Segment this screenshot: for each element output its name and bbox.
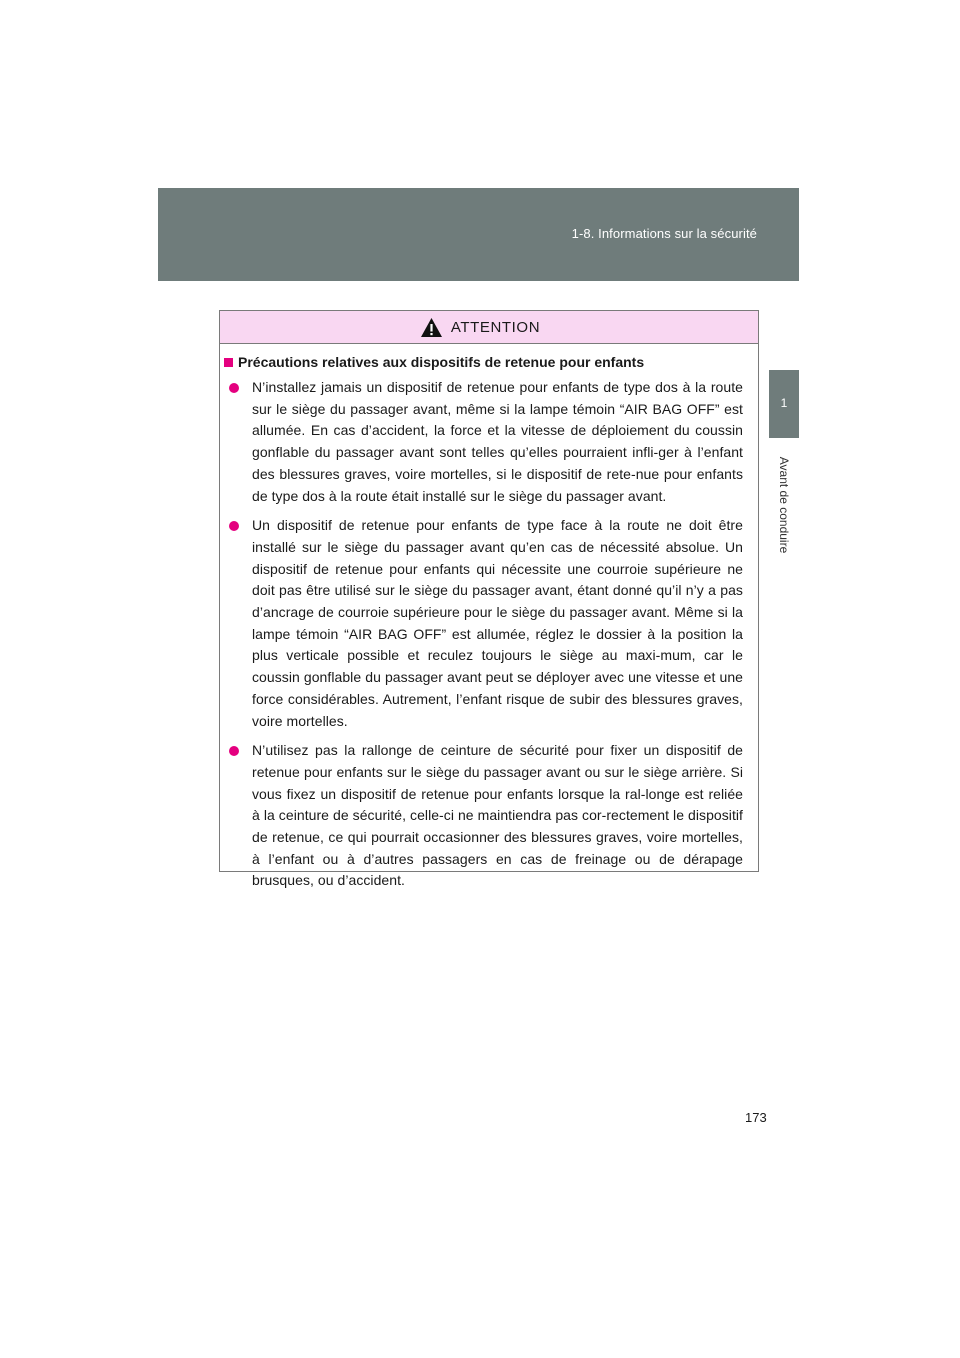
square-bullet-icon — [224, 358, 233, 367]
circle-bullet-icon — [229, 383, 239, 393]
attention-header — [220, 311, 758, 344]
warning-triangle-icon — [420, 317, 443, 338]
circle-bullet-icon — [229, 521, 239, 531]
chapter-number: 1 — [780, 396, 788, 410]
attention-title: ATTENTION — [450, 318, 541, 336]
bullet-text: Un dispositif de retenue pour enfants de type face à la route ne doit être installé sur le siège du passager avant qu’en cas de nécessité absolue. Un dispositif de retenue pour enfants qui nécessite une courroie supérieure ne doit pas être utilisé sur le siège du passager avant, étant donné qu’il n’y a pas d’ancrage de courroie supérieure pour le siège du passager avant. Même si la lampe témoin “AIR BAG OFF” est allumée, réglez le dossier à la position la plus verticale possible et reculez toujours le siège au maxi-mum, car le coussin gonflable du passager avant peut se déployer avec une vitesse et une force considérables. Autrement, l’enfant risque de subir des blessures graves, voire mortelles. — [252, 517, 743, 729]
bullet-text: N’installez jamais un dispositif de retenue pour enfants de type dos à la route sur le siège du passager avant, même si la lampe témoin “AIR BAG OFF” est allumée. En cas d’accident, la force et la vitesse de déploiement du coussin gonflable du passager avant sont telles qu’elles pourraient infli-ger à l’enfant des blessures graves, voire mortelles, si le dispositif de rete-nue pour enfants de type dos à la route était installé sur le siège du passager avant. — [252, 379, 743, 504]
header-bar — [158, 188, 799, 281]
bullet-item — [224, 515, 743, 732]
section-heading-text: Précautions relatives aux dispositifs de retenue pour enfants — [238, 354, 645, 370]
bullet-item — [224, 377, 743, 507]
attention-box — [219, 310, 759, 889]
bullet-text: N’utilisez pas la rallonge de ceinture de sécurité pour fixer un dispositif de retenue pour enfants sur le siège du passager avant ou sur le siège arrière. Si vous fixez un dispositif de retenue pour enfants lorsque la ral-longe est reliée à la ceinture de sécurité, celle-ci ne maintiendra pas cor-rectement le dispositif de retenue, ce qui pourrait occasionner des blessures graves, voire mortelles, à l’enfant ou à d’autres passagers en cas de freinage ou de dérapage brusques, ou d’accident. — [252, 742, 743, 889]
attention-body — [220, 344, 758, 892]
page-number: 173 — [745, 1110, 767, 1125]
bullet-item — [224, 740, 743, 892]
section-title: 1-8. Informations sur la sécurité — [571, 226, 757, 241]
section-heading — [224, 354, 743, 370]
circle-bullet-icon — [229, 746, 239, 756]
chapter-label: Avant de conduire — [777, 456, 791, 554]
chapter-tab — [769, 370, 799, 438]
